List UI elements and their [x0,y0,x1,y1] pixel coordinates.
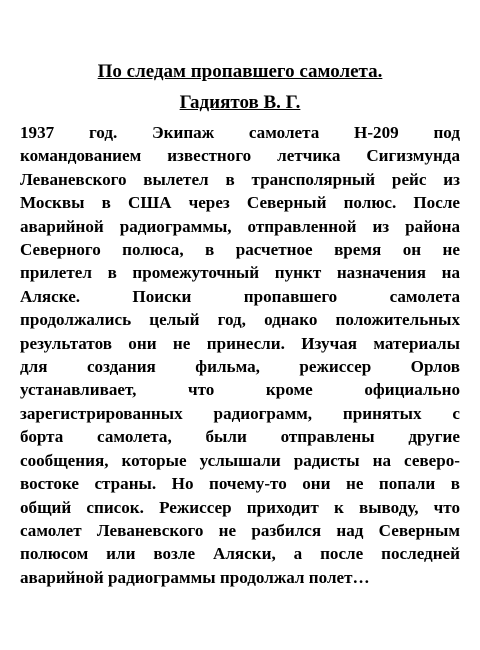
body-line: продолжались целый год, однако положительных [20,310,460,330]
body-line: Москвы в США через Северный полюс. После [20,193,460,213]
body-line: востоке страны. Но почему-то они не попали в [20,474,460,494]
body-line: общий список. Режиссер приходит к выводу, что [20,497,460,517]
body-line: самолет Леваневского не разбился над Северным [20,520,460,540]
body-line-last: аварийной радиограммы продолжал полет… [20,567,370,587]
body-line: Аляске. Поиски пропавшего самолета [20,286,460,306]
document-page [20,55,460,589]
document-author: Гадиятов В. Г. [179,92,301,113]
body-line: для создания фильма, режиссер Орлов [20,357,460,377]
body-line: Северного полюса, в расчетное время он не [20,240,460,260]
body-line: прилетел в промежуточный пункт назначения на [20,263,460,283]
body-line: зарегистрированных радиограмм, принятых с [20,403,460,423]
document-title: По следам пропавшего самолета. [97,61,383,82]
body-line: результатов они не принесли. Изучая материалы [20,333,460,353]
body-line: командованием известного летчика Сигизмунда [20,146,460,166]
body-line: полюсом или возле Аляски, а после последней [20,544,460,564]
body-line: борта самолета, были отправлены другие [20,427,460,447]
document-body [20,121,460,589]
body-line: Леваневского вылетел в трансполярный рейс из [20,169,460,189]
body-line: устанавливает, что кроме официально [20,380,460,400]
body-line: сообщения, которые услышали радисты на северо- [20,450,460,470]
body-line: аварийной радиограммы, отправленной из района [20,216,460,236]
body-line: 1937 год. Экипаж самолета Н-209 под [20,123,460,142]
